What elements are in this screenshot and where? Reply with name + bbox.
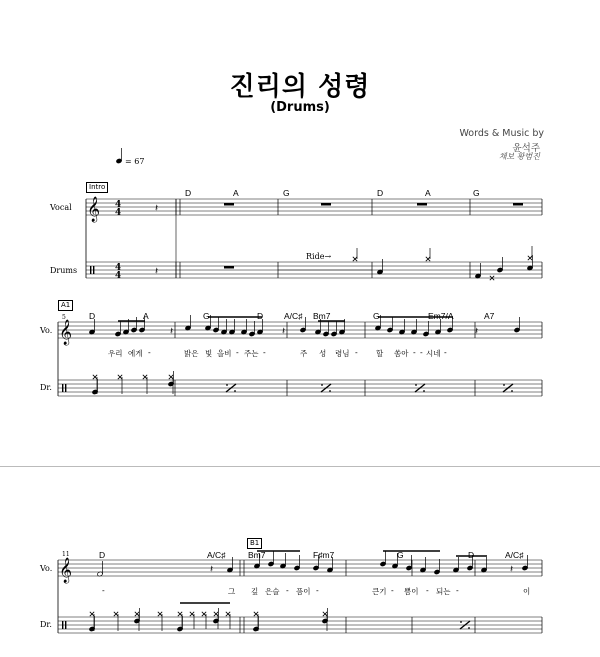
- vocal-staff-label: Vocal: [50, 203, 72, 212]
- whole-rest: [224, 203, 234, 206]
- measure-repeat: [234, 390, 236, 392]
- time-signature: 4: [115, 200, 122, 210]
- part-subtitle: (Drums): [270, 100, 330, 115]
- lyric-syllable: -: [316, 586, 319, 595]
- measure-repeat: [415, 384, 417, 386]
- vocal-staff-label: Vo.: [40, 326, 53, 335]
- lyric-syllable: -: [444, 348, 447, 357]
- lyric-syllable: 주: [300, 349, 308, 358]
- lyric-syllable: 우리: [108, 349, 123, 358]
- lyric-syllable: -: [263, 348, 266, 357]
- lyric-syllable: 큰기: [372, 587, 387, 596]
- lyric-syllable: 픔이: [296, 587, 311, 596]
- percussion-clef: [62, 384, 63, 392]
- lyric-syllable: 빛: [205, 349, 213, 358]
- rehearsal-mark-b1: B1: [247, 538, 262, 549]
- measure-repeat: [503, 384, 505, 386]
- measure-repeat: [423, 390, 425, 392]
- time-signature: 4: [115, 263, 122, 273]
- credit-words-music: Words & Music by: [459, 128, 544, 139]
- whole-rest: [513, 203, 523, 206]
- rest-symbol: 𝄽: [155, 266, 159, 277]
- chord-label: G: [473, 188, 480, 198]
- lyric-syllable: 시네: [426, 349, 441, 358]
- rehearsal-mark-intro: Intro: [86, 182, 108, 193]
- lyric-syllable: 을비: [217, 349, 232, 358]
- drums-staff-label: Dr.: [40, 620, 52, 629]
- percussion-clef: [65, 621, 66, 629]
- chord-label: G: [283, 188, 290, 198]
- whole-rest: [321, 203, 331, 206]
- chord-label: G: [203, 311, 210, 321]
- time-signature: 4: [115, 208, 122, 218]
- lyric-syllable: 할: [376, 349, 384, 358]
- measure-repeat: [460, 621, 462, 623]
- lyric-syllable: 주는: [244, 349, 259, 358]
- percussion-clef: [62, 621, 63, 629]
- tempo-marking: = 67: [125, 157, 145, 166]
- measure-repeat: [321, 384, 323, 386]
- lyric-syllable: -: [102, 586, 105, 595]
- chord-label: Bm7: [313, 311, 331, 321]
- chord-label: G: [397, 550, 404, 560]
- lyric-syllable: 은슬: [265, 587, 280, 596]
- whole-rest: [417, 203, 427, 206]
- chord-label: D: [257, 311, 264, 321]
- treble-clef: 𝄞: [87, 197, 101, 222]
- lyric-syllable: 쏨아: [394, 349, 409, 358]
- measure-number: 5: [62, 314, 66, 321]
- chord-label: F♯m7: [313, 550, 335, 560]
- chord-label: Bm7: [248, 550, 266, 560]
- chord-label: D: [89, 311, 96, 321]
- lyric-syllable: 깊: [251, 587, 259, 596]
- lyric-syllable: 령님: [335, 349, 350, 358]
- rest-symbol: 𝄽: [155, 203, 159, 214]
- song-title: 진리의 성령: [229, 72, 371, 102]
- chord-label: D: [377, 188, 384, 198]
- chord-label: A7: [484, 311, 495, 321]
- chord-label: Em7/A: [428, 311, 454, 321]
- percussion-clef: [65, 384, 66, 392]
- chord-label: A: [233, 188, 239, 198]
- measure-repeat: [468, 627, 470, 629]
- chord-label: A/C♯: [505, 550, 524, 560]
- rest-symbol: 𝄽: [170, 326, 174, 337]
- measure-repeat: [329, 390, 331, 392]
- lyric-syllable: -: [236, 348, 239, 357]
- treble-clef: 𝄞: [59, 320, 73, 345]
- drums-staff-label: Dr.: [40, 383, 52, 392]
- lyric-syllable: 밝은: [184, 349, 199, 358]
- percussion-clef: [93, 266, 94, 274]
- lyric-syllable: -: [286, 586, 289, 595]
- credit-transcriber: 채보 황범진: [498, 152, 540, 161]
- chord-label: D: [99, 550, 106, 560]
- whole-rest: [224, 266, 234, 269]
- lyric-syllable: 이: [523, 587, 531, 596]
- rehearsal-mark-a1: A1: [58, 300, 73, 311]
- credit-composer: 윤석주: [512, 143, 540, 154]
- chord-label: D: [468, 550, 475, 560]
- lyric-syllable: 그: [228, 587, 236, 596]
- percussion-clef: [90, 266, 91, 274]
- chord-label: A/C♯: [207, 550, 226, 560]
- rest-symbol: 𝄽: [282, 326, 286, 337]
- rest-symbol: 𝄽: [475, 326, 479, 337]
- lyric-syllable: -: [413, 348, 416, 357]
- lyric-syllable: 에게: [128, 349, 143, 358]
- measure-repeat: [226, 384, 228, 386]
- rest-symbol: 𝄽: [210, 564, 214, 575]
- drums-staff-label: Drums: [50, 266, 78, 275]
- lyric-syllable: -: [426, 586, 429, 595]
- chord-label: G: [373, 311, 380, 321]
- lyric-syllable: -: [355, 348, 358, 357]
- measure-number: 11: [62, 551, 70, 558]
- vocal-staff-label: Vo.: [40, 564, 53, 573]
- lyric-syllable: 쁨이: [404, 587, 419, 596]
- time-signature: 4: [115, 271, 122, 281]
- chord-label: A/C♯: [284, 311, 303, 321]
- rest-symbol: 𝄽: [510, 564, 514, 575]
- lyric-syllable: -: [420, 348, 423, 357]
- lyric-syllable: 성: [319, 349, 327, 358]
- measure-repeat: [511, 390, 513, 392]
- lyric-syllable: -: [148, 348, 151, 357]
- treble-clef: 𝄞: [59, 558, 73, 583]
- lyric-syllable: 되는: [436, 587, 451, 596]
- ride-instruction: Ride→: [306, 252, 332, 261]
- chord-label: A: [425, 188, 431, 198]
- chord-label: A: [143, 311, 149, 321]
- lyric-syllable: -: [456, 586, 459, 595]
- chord-label: D: [185, 188, 192, 198]
- lyric-syllable: -: [391, 586, 394, 595]
